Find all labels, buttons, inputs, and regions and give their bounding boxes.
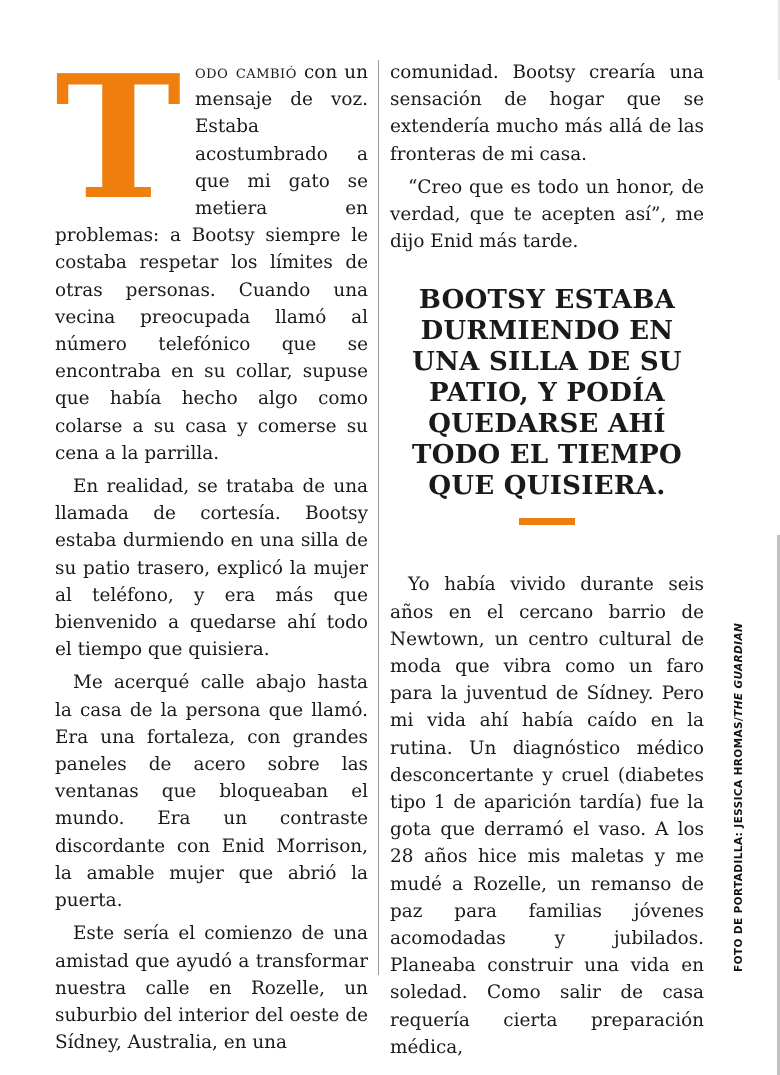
paragraph-5: comunidad. Bootsy crearía una sensación de hogar que se extendería mucho más allá de las fronteras de mi casa. xyxy=(390,62,704,165)
photo-credit-source: THE GUARDIAN xyxy=(733,622,745,717)
right-column xyxy=(390,59,704,1067)
left-column xyxy=(55,38,368,1062)
pull-quote-accent-bar xyxy=(519,518,575,525)
paragraph-1-text: con un mensaje de voz. Estaba acostumbrado a que mi gato se metiera en problemas: a Bootsy siempre le costaba respetar los límites de otras personas. Cuando una vecina preocupada llamó al número telefónico que se encontraba en su collar, supuse que había hecho algo como colarse a su casa y comerse su cena a la parrilla. xyxy=(55,62,368,464)
paragraph-2: En realidad, se trataba de una llamada de cortesía. Bootsy estaba durmiendo en una silla de su patio trasero, explicó la mujer al teléfono, y era más que bienvenido a quedarse ahí todo el tiempo que quisiera. xyxy=(55,476,368,661)
paragraph-4: Este sería el comienzo de una amistad que ayudó a transformar nuestra calle en Rozelle, un suburbio del interior del oeste de Sídney, Australia, en una xyxy=(55,923,368,1054)
pull-quote: BOOTSY ESTABA DURMIENDO EN UNA SILLA DE SU PATIO, Y PODÍA QUEDARSE AHÍ TODO EL TIEMPO QUE QUISIERA. xyxy=(412,285,682,502)
drop-cap: T xyxy=(55,38,182,238)
lead-paragraph xyxy=(55,38,368,467)
paragraph-6: “Creo que es todo un honor, de verdad, que te acepten así”, me dijo Enid más tarde. xyxy=(390,176,704,253)
photo-credit-prefix: FOTO DE PORTADILLA: JESSICA HROMAS/ xyxy=(733,716,745,972)
lead-in: odo cambió xyxy=(195,62,297,83)
paragraph-7: Yo había vivido durante seis años en el cercano barrio de Newtown, un centro cultural de moda que vibra como un faro para la juventud de Sídney. Pero mi vida ahí había caído en la rutina. Un diagnóstico médico desconcertante y cruel (diabetes tipo 1 de aparición tardía) fue la gota que derramó el vaso. A los 28 años hice mis maletas y me mudé a Rozelle, un remanso de paz para familias jóvenes acomodadas y jubilados. Planeaba construir una vida en soledad. Como salir de casa requería cierta preparación médica, xyxy=(390,574,704,1058)
photo-credit xyxy=(733,600,745,972)
paragraph-3: Me acerqué calle abajo hasta la casa de la persona que llamó. Era una fortaleza, con grandes paneles de acero sobre las ventanas que bloqueaban el mundo. Era un contraste discordante con Enid Morrison, la amable mujer que abrió la puerta. xyxy=(55,672,368,912)
column-divider xyxy=(378,60,379,975)
